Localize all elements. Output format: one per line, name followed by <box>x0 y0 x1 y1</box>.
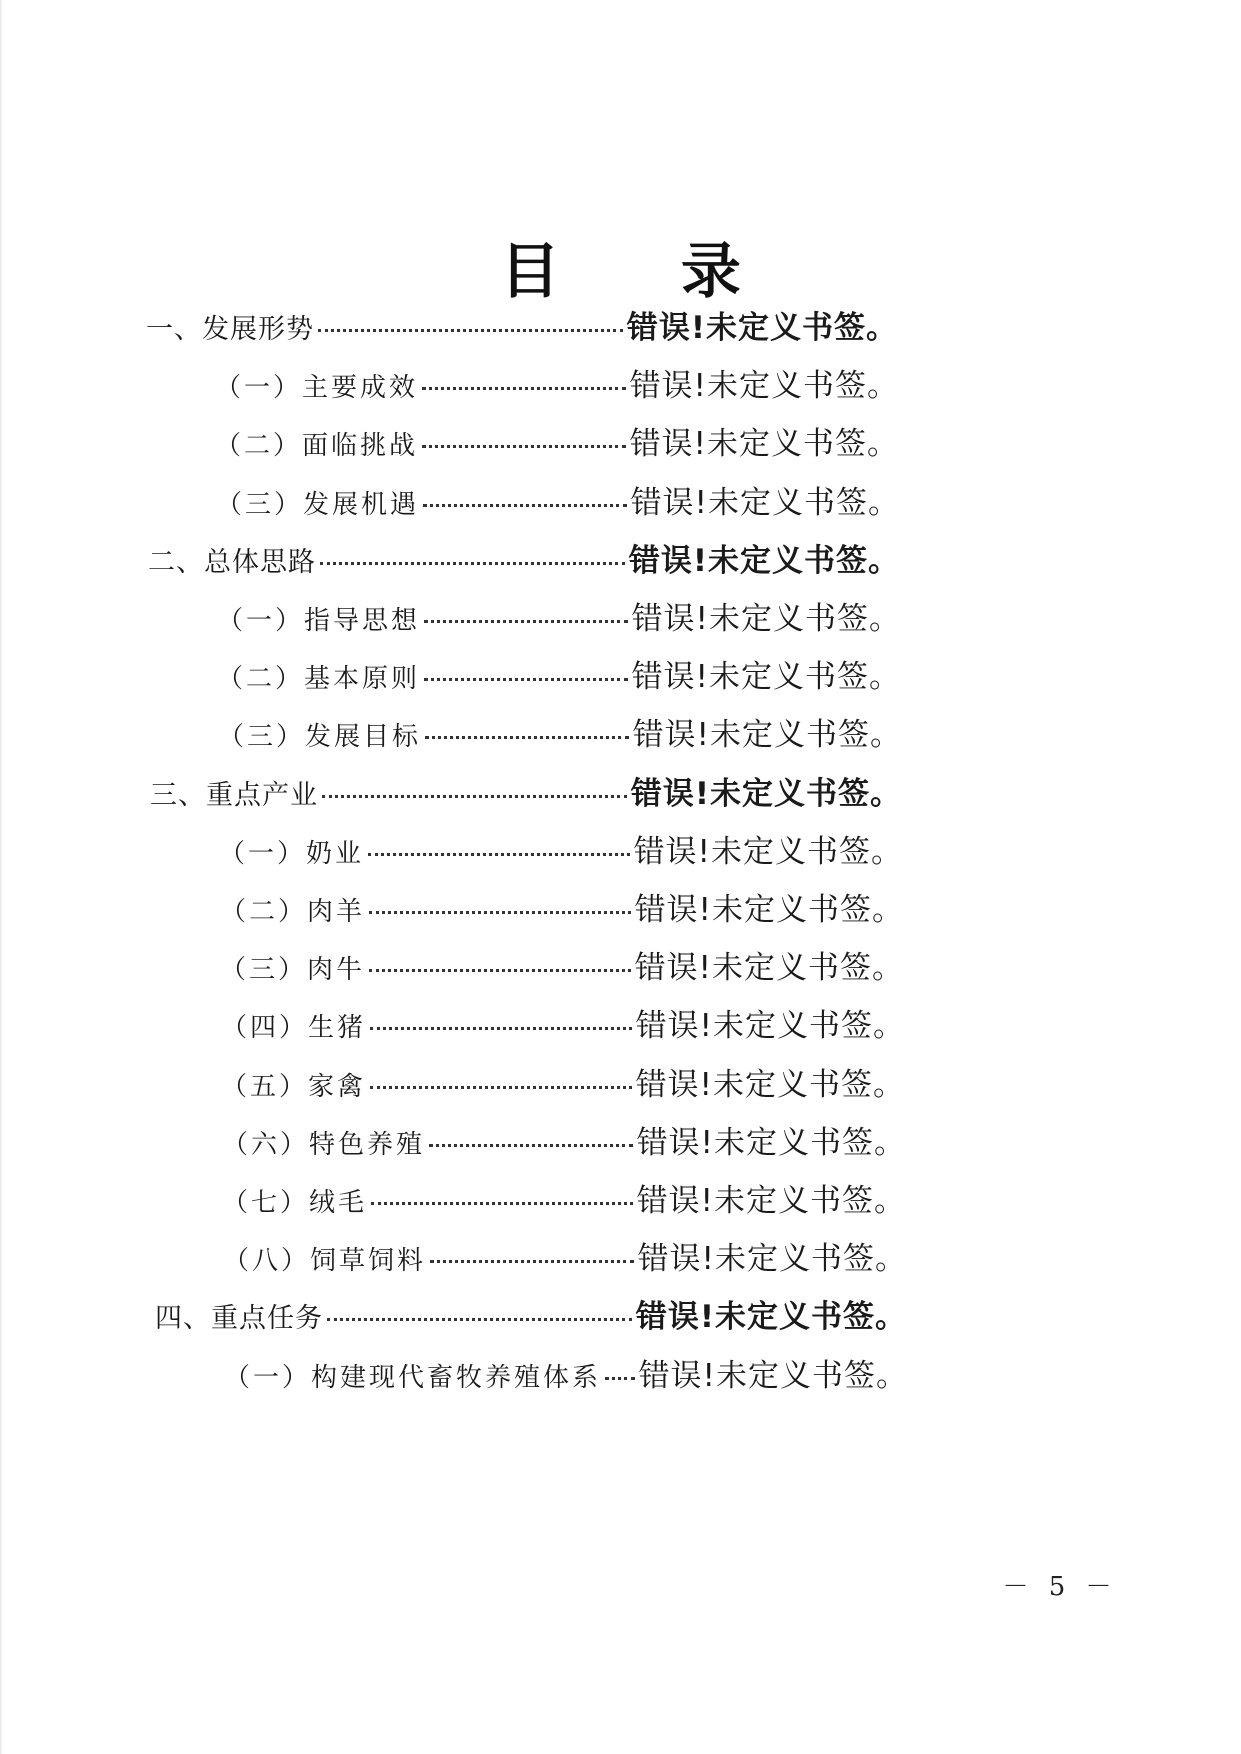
toc-entry-label: （二）肉羊 <box>220 897 366 927</box>
dot-leader <box>368 852 630 856</box>
toc-entry-page: 错误!未定义书签。 <box>631 601 901 637</box>
toc-entry-label: （三）发展目标 <box>218 722 422 753</box>
toc-entry-label: （三）肉牛 <box>220 955 366 986</box>
toc-entry[interactable] <box>148 535 900 579</box>
dot-leader <box>430 1259 634 1263</box>
dot-leader <box>369 910 631 914</box>
dot-leader <box>370 1026 632 1030</box>
toc-entry-label: （三）发展机遇 <box>216 489 420 520</box>
toc-entry-label: （八）饲草饲料 <box>223 1246 427 1277</box>
toc-entry-label: （六）特色养殖 <box>222 1129 426 1160</box>
toc-entry-page: 错误!未定义书签。 <box>635 1066 905 1103</box>
toc-entry[interactable] <box>217 593 901 637</box>
toc-entry[interactable] <box>220 942 904 986</box>
toc-entry-page: 错误!未定义书签。 <box>636 1183 906 1219</box>
toc-entry-page: 错误!未定义书签。 <box>630 484 900 521</box>
toc-entry-page: 错误!未定义书签。 <box>635 1008 905 1045</box>
toc-entry-label: （五）家禽 <box>221 1071 367 1102</box>
dot-leader <box>369 968 631 972</box>
dot-leader <box>422 386 626 390</box>
dot-leader <box>424 677 628 681</box>
toc-entry-label: （一）奶业 <box>219 838 365 869</box>
toc-entry-page: 错误!未定义书签。 <box>626 310 898 346</box>
toc-entry[interactable] <box>150 768 902 812</box>
toc-entry-label: （二）基本原则 <box>217 664 421 695</box>
toc-entry[interactable] <box>222 1175 906 1219</box>
toc-entry-label: 三、重点产业 <box>150 779 318 811</box>
toc-entry-page: 错误!未定义书签。 <box>631 659 901 696</box>
toc-entry-label: （一）构建现代畜牧养殖体系 <box>224 1362 602 1393</box>
toc-entry-label: （七）绒毛 <box>222 1188 368 1218</box>
dot-leader <box>425 735 629 739</box>
dot-leader <box>318 328 623 332</box>
dot-leader <box>371 1201 633 1205</box>
toc-entry[interactable] <box>218 709 902 753</box>
page-number: － 5 － <box>1002 1572 1118 1602</box>
dot-leader <box>322 794 627 798</box>
toc-entry[interactable] <box>221 1059 905 1103</box>
toc-entry-page: 错误!未定义书签。 <box>634 950 904 987</box>
toc-entry[interactable] <box>219 826 903 870</box>
toc-entry-page: 错误!未定义书签。 <box>637 1241 907 1278</box>
toc-entry-page: 错误!未定义书签。 <box>636 1124 906 1161</box>
toc-entry-label: 四、重点任务 <box>155 1303 323 1335</box>
dot-leader <box>370 1085 632 1089</box>
toc-entry[interactable] <box>216 477 900 521</box>
toc-entry-page: 错误!未定义书签。 <box>634 892 904 928</box>
toc-entry[interactable] <box>222 1117 906 1161</box>
toc-entry[interactable] <box>215 418 899 462</box>
toc-entry[interactable] <box>220 884 904 928</box>
dot-leader <box>429 1143 633 1147</box>
toc-entry-page: 错误!未定义书签。 <box>630 775 902 812</box>
toc-entry-label: （一）主要成效 <box>215 373 419 404</box>
toc-entry[interactable] <box>146 302 898 346</box>
toc-entry-label: （四）生猪 <box>221 1013 367 1044</box>
toc-entry[interactable] <box>155 1291 907 1335</box>
page-title: 目 录 <box>500 237 791 307</box>
toc-entry-label: （二）面临挑战 <box>215 431 419 462</box>
toc-entry-page: 错误!未定义书签。 <box>633 833 903 870</box>
toc-entry[interactable] <box>215 360 899 404</box>
toc-entry-page: 错误!未定义书签。 <box>628 542 900 579</box>
toc-entry[interactable] <box>223 1233 907 1277</box>
dot-leader <box>605 1376 635 1380</box>
dot-leader <box>327 1317 632 1321</box>
toc-entry-page: 错误!未定义书签。 <box>632 717 902 754</box>
dot-leader <box>422 444 626 448</box>
dot-leader <box>424 619 628 623</box>
toc-entry-label: 二、总体思路 <box>148 546 316 578</box>
dot-leader <box>320 561 625 565</box>
toc-entry[interactable] <box>224 1350 908 1394</box>
toc-entry-page: 错误!未定义书签。 <box>635 1299 907 1336</box>
toc-entry[interactable] <box>217 651 901 695</box>
dot-leader <box>423 503 627 507</box>
toc-entry-label: 一、发展形势 <box>146 314 314 345</box>
toc-entry-page: 错误!未定义书签。 <box>638 1357 908 1394</box>
toc-entry-label: （一）指导思想 <box>217 606 421 636</box>
toc-entry[interactable] <box>221 1000 905 1044</box>
toc-entry-page: 错误!未定义书签。 <box>629 368 899 405</box>
toc-entry-page: 错误!未定义书签。 <box>629 426 899 463</box>
